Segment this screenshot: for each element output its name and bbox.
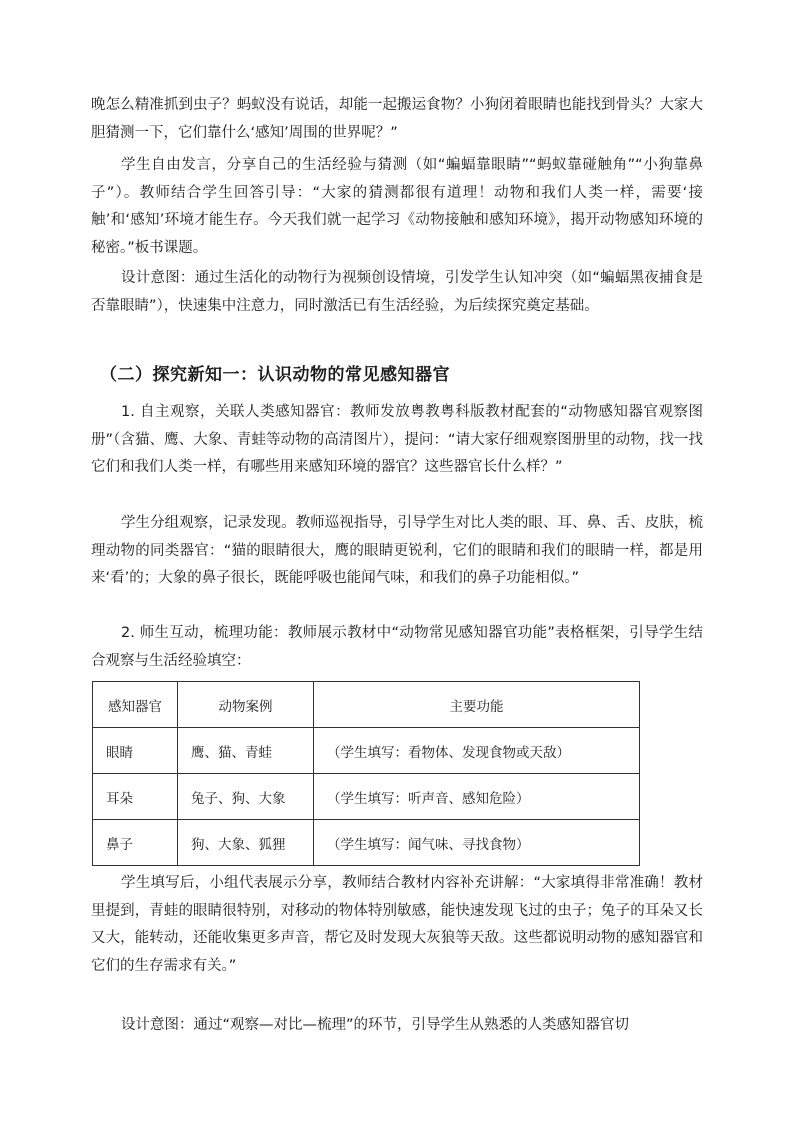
table-cell-animals: 兔子、狗、大象 <box>178 774 314 820</box>
table-cell-organ: 眼睛 <box>93 728 178 774</box>
table-cell-function: （学生填写：闻气味、寻找食物） <box>314 820 640 866</box>
table-cell-organ: 鼻子 <box>93 820 178 866</box>
table-cell-animals: 鹰、猫、青蛙 <box>178 728 314 774</box>
table-cell-organ: 耳朵 <box>93 774 178 820</box>
table-row <box>93 728 640 774</box>
table-header-row <box>93 682 640 728</box>
table-header: 感知器官 <box>93 682 178 728</box>
paragraph-design-intent-1: 设计意图：通过生活化的动物行为视频创设情境，引发学生认知冲突（如“蝙蝠黑夜捕食是否靠眼睛”），快速集中注意力，同时激活已有生活经验，为后续探究奠定基础。 <box>91 270 703 314</box>
table-cell-animals: 狗、大象、狐狸 <box>178 820 314 866</box>
section-heading: （二）探究新知一：认识动物的常见感知器官 <box>100 365 450 385</box>
table-header: 主要功能 <box>314 682 640 728</box>
paragraph-group-observation: 学生分组观察，记录发现。教师巡视指导，引导学生对比人类的眼、耳、鼻、舌、皮肤，梳理动物的同类器官：“猫的眼睛很大，鹰的眼睛更锐利，它们的眼睛和我们的眼睛一样，都是用来‘看’的；大象的鼻子很长，既能呼吸也能闻气味，和我们的鼻子功能相似。” <box>91 515 703 586</box>
paragraph-interaction: 2. 师生互动，梳理功能：教师展示教材中“动物常见感知器官功能”表格框架，引导学生结合观察与生活经验填空： <box>91 625 703 669</box>
table-cell-function: （学生填写：听声音、感知危险） <box>314 774 640 820</box>
table-row <box>93 820 640 866</box>
paragraph-student-guesses: 学生自由发言，分享自己的生活经验与猜测（如“蝙蝠靠眼睛”“蚂蚁靠碰触角”“小狗靠鼻子”）。教师结合学生回答引导：“大家的猜测都很有道理！动物和我们人类一样，需要‘接触’和‘感知’环境才能生存。今天我们就一起学习《动物接触和感知环境》，揭开动物感知环境的秘密。”板书课题。 <box>91 157 703 256</box>
paragraph-intro-question: 晚怎么精准抓到虫子？蚂蚁没有说话，却能一起搬运食物？小狗闭着眼睛也能找到骨头？大家大胆猜测一下，它们靠什么‘感知’周围的世界呢？” <box>91 97 703 141</box>
paragraph-teacher-explanation: 学生填写后，小组代表展示分享，教师结合教材内容补充讲解：“大家填得非常准确！教材里提到，青蛙的眼睛很特别，对移动的物体特别敏感，能快速发现飞过的虫子；兔子的耳朵又长又大，能转动，还能收集更多声音，帮它及时发现大灰狼等天敌。这些都说明动物的感知器官和它们的生存需求有关。” <box>91 875 703 974</box>
paragraph-design-intent-2: 设计意图：通过“观察—对比—梳理”的环节，引导学生从熟悉的人类感知器官切 <box>121 1017 630 1033</box>
table-cell-function: （学生填写：看物体、发现食物或天敌） <box>314 728 640 774</box>
table-row <box>93 774 640 820</box>
table-header: 动物案例 <box>178 682 314 728</box>
sensory-organs-table <box>92 681 640 866</box>
paragraph-observation: 1. 自主观察，关联人类感知器官：教师发放粤教粤科版教材配套的“动物感知器官观察图册”（含猫、鹰、大象、青蛙等动物的高清图片），提问：“请大家仔细观察图册里的动物，找一找它们和我们人类一样，有哪些用来感知环境的器官？这些器官长什么样？” <box>91 404 703 475</box>
